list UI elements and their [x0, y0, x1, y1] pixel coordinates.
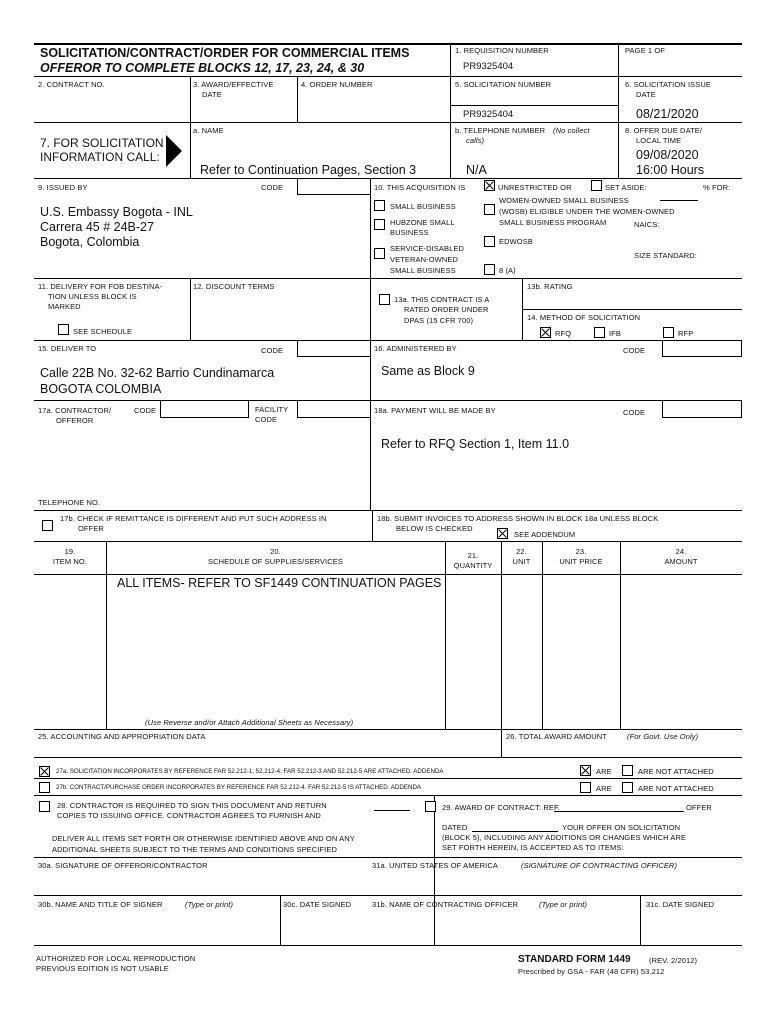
submit-invoices-label-1: 18b. SUBMIT INVOICES TO ADDRESS SHOWN IN BLOCK 18a UNLESS BLOCK — [377, 514, 659, 523]
col-640-31c — [640, 895, 641, 945]
telephone-note-2: calls) — [466, 136, 485, 145]
form-subtitle: OFFEROR TO COMPLETE BLOCKS 12, 17, 23, 24, & 30 — [40, 61, 365, 75]
issued-by-code-label: CODE — [261, 183, 284, 192]
s27b-are-not-label: ARE NOT ATTACHED — [638, 784, 714, 793]
ifb-checkbox[interactable] — [594, 327, 605, 338]
s27a-are-not-checkbox[interactable] — [622, 765, 633, 776]
form-number: STANDARD FORM 1449 — [518, 954, 631, 965]
name-label: a. NAME — [193, 126, 224, 135]
total-award-label: 26. TOTAL AWARD AMOUNT — [506, 732, 607, 741]
offer-due-label-2: LOCAL TIME — [636, 136, 682, 145]
copies-underline — [374, 810, 410, 811]
rule-13b — [522, 309, 742, 310]
deliver-to-line-1: Calle 22B No. 32-62 Barrio Cundinamarca — [40, 366, 275, 380]
rule-row28 — [34, 795, 742, 796]
set-aside-label: SET ASIDE: — [605, 183, 647, 192]
telephone-label: b. TELEPHONE NUMBER — [455, 126, 546, 135]
col-unit-price — [542, 541, 543, 729]
wosb-label-3: SMALL BUSINESS PROGRAM — [499, 218, 607, 227]
rfq-label: RFQ — [555, 329, 572, 338]
col-20-num: 20. — [270, 547, 281, 556]
signature-usa-note: (SIGNATURE OF CONTRACTING OFFICER) — [521, 861, 678, 870]
col-280-30c — [280, 895, 281, 945]
block28-line-3: DELIVER ALL ITEMS SET FORTH OR OTHERWISE IDENTIFIED ABOVE AND ON ANY — [52, 834, 355, 843]
s27b-checkbox[interactable] — [39, 782, 50, 793]
award-line-3: (BLOCK 5), INCLUDING ANY ADDITIONS OR CHANGES WHICH ARE — [442, 833, 687, 842]
rule-row9 — [34, 178, 742, 179]
s27b-label: 27b. CONTRACT/PURCHASE ORDER INCORPORATES BY REFERENCE FAR 52.212-4. FAR 52.212-5 IS ATTACHED. ADDENDA — [56, 784, 422, 791]
arrow-right-icon — [166, 135, 182, 167]
rated-order-label-1: 13a. THIS CONTRACT IS A — [394, 295, 490, 304]
col-21-num: 21. — [467, 551, 479, 560]
sdvosb-label-2: VETERAN-OWNED — [390, 255, 458, 264]
discount-terms-label: 12. DISCOUNT TERMS — [193, 282, 275, 291]
percent-for-label: % FOR: — [703, 183, 731, 192]
rating-label: 13b. RATING — [527, 282, 573, 291]
issued-by-line-1: U.S. Embassy Bogota - INL — [40, 205, 193, 219]
col-item-no — [106, 541, 107, 729]
rule-row2 — [34, 76, 742, 77]
offer-due-time[interactable]: 16:00 Hours — [636, 163, 705, 177]
rule-schedule-head — [34, 541, 742, 542]
s27b-are-label: ARE — [596, 784, 612, 793]
deliver-to-label: 15. DELIVER TO — [38, 344, 97, 353]
schedule-note: (Use Reverse and/or Attach Additional Sheets as Necessary) — [145, 718, 354, 727]
award-line-1: 29. AWARD OF CONTRACT: REF. — [442, 803, 560, 812]
col-450-top — [450, 43, 451, 178]
s27a-are-label: ARE — [596, 767, 612, 776]
wosb-label-1: WOMEN-OWNED SMALL BUSINESS — [499, 196, 629, 205]
authorized-label: AUTHORIZED FOR LOCAL REPRODUCTION — [36, 954, 196, 963]
submit-invoices-label-2: BELOW IS CHECKED — [396, 524, 473, 533]
rated-order-label-3: DPAS (15 CFR 700) — [404, 316, 474, 325]
award-offer-label: OFFER — [686, 803, 712, 812]
facility-code-field[interactable] — [297, 400, 371, 418]
signature-offeror-label: 30a. SIGNATURE OF OFFEROR/CONTRACTOR — [38, 861, 208, 870]
solicitation-number-label: 5. SOLICITATION NUMBER — [455, 80, 552, 89]
col-22-label: UNIT — [512, 557, 531, 566]
payment-code-field[interactable] — [662, 400, 742, 418]
wosb-underline — [660, 200, 698, 201]
see-schedule-checkbox[interactable] — [58, 324, 69, 335]
rfq-checkbox[interactable] — [540, 327, 551, 338]
issue-date-label: 6. SOLICITATION ISSUE — [625, 80, 712, 89]
telephone-no-label: TELEPHONE NO. — [38, 498, 101, 507]
deliver-to-code-field[interactable] — [297, 340, 371, 357]
order-number-label: 4. ORDER NUMBER — [301, 80, 373, 89]
small-business-label: SMALL BUSINESS — [390, 202, 456, 211]
contractor-code-label: CODE — [134, 406, 157, 415]
deliver-to-code-label: CODE — [261, 346, 284, 355]
rule-bottom — [34, 945, 742, 946]
page-label: PAGE 1 OF — [625, 46, 665, 55]
award-line-2b: YOUR OFFER ON SOLICITATION — [562, 823, 681, 832]
award-contract-checkbox[interactable] — [425, 801, 436, 812]
rule-17b — [34, 510, 742, 511]
rule-row25 — [34, 729, 742, 730]
issued-by-line-3: Bogota, Colombia — [40, 235, 140, 249]
col-618-top — [618, 43, 619, 178]
remittance-label-1: 17b. CHECK IF REMITTANCE IS DIFFERENT AND PUT SUCH ADDRESS IN — [60, 514, 327, 523]
requisition-label: 1. REQUISITION NUMBER — [455, 46, 549, 55]
solicitation-number-value[interactable]: PR9325404 — [463, 109, 514, 120]
col-21-label: QUANTITY — [453, 561, 493, 570]
contractor-label-2: OFFEROR — [56, 416, 94, 425]
administered-code-field[interactable] — [662, 340, 742, 357]
set-aside-checkbox[interactable] — [591, 180, 602, 191]
contractor-label-1: 17a. CONTRACTOR/ — [38, 406, 112, 415]
col-23-label: UNIT PRICE — [559, 557, 603, 566]
previous-edition-label: PREVIOUS EDITION IS NOT USABLE — [36, 964, 169, 973]
rule-row30a — [34, 857, 742, 858]
officer-name-note: (Type or print) — [539, 900, 588, 909]
col-24-label: AMOUNT — [664, 557, 698, 566]
rule-row7 — [34, 122, 742, 123]
edwosb-checkbox[interactable] — [484, 236, 495, 247]
sdvosb-label-3: SMALL BUSINESS — [390, 266, 456, 275]
col-23-num: 23. — [575, 547, 587, 556]
administered-code-label: CODE — [623, 346, 646, 355]
method-label: 14. METHOD OF SOLICITATION — [527, 313, 641, 322]
name-signer-note: (Type or print) — [185, 900, 234, 909]
fob-label-3: MARKED — [48, 302, 81, 311]
rfp-label: RFP — [678, 329, 694, 338]
accounting-label: 25. ACCOUNTING AND APPROPRIATION DATA — [38, 732, 206, 741]
requisition-value[interactable]: PR9325404 — [463, 61, 514, 72]
s27a-are-checkbox[interactable] — [580, 765, 591, 776]
contact-name-value[interactable]: Refer to Continuation Pages, Section 3 — [200, 163, 417, 177]
administered-by-value: Same as Block 9 — [381, 364, 475, 378]
wosb-checkbox[interactable] — [484, 204, 495, 215]
contractor-sign-checkbox[interactable] — [39, 801, 50, 812]
hubzone-label-1: HUBZONE SMALL — [390, 218, 455, 227]
unrestricted-label: UNRESTRICTED OR — [498, 183, 572, 192]
award-dated-underline — [472, 831, 558, 832]
issued-by-line-2: Carrera 45 # 24B-27 — [40, 220, 154, 234]
issue-date-value[interactable]: 08/21/2020 — [636, 107, 699, 121]
rfp-checkbox[interactable] — [663, 327, 674, 338]
s27a-label: 27a. SOLICITATION INCORPORATES BY REFERENCE FAR 52.212-1, 52.212-4. FAR 52.212-3 AND 52.212-5 ARE ATTACHED. ADDENDA — [56, 768, 444, 775]
total-award-note: (For Govt. Use Only) — [627, 732, 699, 741]
facility-label-2: CODE — [255, 415, 278, 424]
small-business-checkbox[interactable] — [374, 200, 385, 211]
col-amount — [620, 541, 621, 729]
payment-code-label: CODE — [623, 408, 646, 417]
s27a-checkbox[interactable] — [39, 766, 50, 777]
contract-no-label: 2. CONTRACT NO. — [38, 80, 105, 89]
award-line-4: SET FORTH HEREIN, IS ACCEPTED AS TO ITEMS: — [442, 843, 624, 852]
info-call-label-2: INFORMATION CALL: — [40, 150, 160, 164]
payment-label: 18a. PAYMENT WILL BE MADE BY — [374, 406, 496, 415]
award-date-label-2: DATE — [202, 90, 222, 99]
col-522-row11 — [522, 278, 523, 340]
award-ref-underline — [554, 811, 684, 812]
rule-row30b — [34, 895, 742, 896]
rule-row27a — [34, 757, 742, 758]
col-20-label: SCHEDULE OF SUPPLIES/SERVICES — [208, 557, 343, 566]
rule-sol-number — [450, 105, 618, 106]
sdvosb-label-1: SERVICE-DISABLED — [390, 244, 464, 253]
contractor-code-field[interactable] — [160, 400, 249, 418]
col-372-17b — [372, 510, 373, 541]
col-19-num: 19. — [64, 547, 76, 556]
see-addendum-checkbox[interactable] — [497, 528, 508, 539]
rated-order-label-2: RATED ORDER UNDER — [404, 305, 489, 314]
facility-label-1: FACILITY — [255, 405, 289, 414]
rated-order-checkbox[interactable] — [379, 294, 390, 305]
issue-date-label-2: DATE — [636, 90, 656, 99]
block28-line-4: ADDITIONAL SHEETS SUBJECT TO THE TERMS AND CONDITIONS SPECIFIED — [52, 845, 337, 854]
hubzone-checkbox[interactable] — [374, 219, 385, 230]
fob-label-1: 11. DELIVERY FOR FOB DESTINA- — [38, 282, 163, 291]
remittance-label-2: OFFER — [78, 524, 104, 533]
sdvosb-checkbox[interactable] — [374, 248, 385, 259]
rule-row17 — [34, 400, 742, 401]
acquisition-label: 10. THIS ACQUISITION IS — [374, 183, 466, 192]
wosb-label-2: (WOSB) ELIGIBLE UNDER THE WOMEN-OWNED — [499, 207, 675, 216]
offer-due-label: 8. OFFER DUE DATE/ — [625, 126, 703, 135]
telephone-value[interactable]: N/A — [466, 163, 487, 177]
rule-row15 — [34, 340, 742, 341]
award-date-label: 3. AWARD/EFFECTIVE — [193, 80, 274, 89]
col-unit — [501, 541, 502, 757]
block28-line-2: COPIES TO ISSUING OFFICE. CONTRACTOR AGREES TO FURNISH AND — [57, 811, 321, 820]
form-title: SOLICITATION/CONTRACT/ORDER FOR COMMERCIAL ITEMS — [40, 46, 410, 60]
s27a-are-not-label: ARE NOT ATTACHED — [638, 767, 714, 776]
issued-by-code-field[interactable] — [297, 178, 371, 195]
rule-row27b — [34, 778, 742, 779]
ifb-label: IFB — [609, 329, 621, 338]
form-top-border — [34, 43, 742, 45]
fob-label-2: TION UNLESS BLOCK IS — [48, 292, 137, 301]
col-22-num: 22. — [516, 547, 527, 556]
col-434-bottom — [434, 795, 435, 945]
col-190-top — [190, 76, 191, 178]
offer-due-date[interactable]: 09/08/2020 — [636, 148, 699, 162]
administered-by-label: 16. ADMINISTERED BY — [374, 344, 457, 353]
col-24-num: 24. — [675, 547, 687, 556]
payment-value: Refer to RFQ Section 1, Item 11.0 — [381, 437, 570, 451]
col-297-row2 — [297, 76, 298, 122]
unrestricted-checkbox[interactable] — [484, 180, 495, 191]
officer-name-label: 31b. NAME OF CONTRACTING OFFICER — [372, 900, 519, 909]
signature-usa-label: 31a. UNITED STATES OF AMERICA — [372, 861, 498, 870]
prescribed-by: Prescribed by GSA - FAR (48 CFR) 53.212 — [518, 967, 665, 976]
form-revision: (REV. 2/2012) — [649, 956, 698, 965]
telephone-note: (No collect — [553, 126, 590, 135]
see-addendum-label: SEE ADDENDUM — [514, 530, 576, 539]
schedule-body-text: ALL ITEMS- REFER TO SF1449 CONTINUATION PAGES — [117, 576, 442, 590]
name-signer-label: 30b. NAME AND TITLE OF SIGNER — [38, 900, 163, 909]
edwosb-label: EDWOSB — [499, 237, 533, 246]
rule-row11 — [34, 278, 742, 279]
see-schedule-label: SEE SCHEDULE — [73, 327, 133, 336]
s27b-are-not-checkbox[interactable] — [622, 782, 633, 793]
s27b-are-checkbox[interactable] — [580, 782, 591, 793]
issued-by-label: 9. ISSUED BY — [38, 183, 88, 192]
block28-line-1: 28. CONTRACTOR IS REQUIRED TO SIGN THIS DOCUMENT AND RETURN — [57, 801, 327, 810]
eight-a-checkbox[interactable] — [484, 264, 495, 275]
eight-a-label: 8 (A) — [499, 266, 516, 275]
award-line-2: DATED — [442, 823, 468, 832]
naics-label: NAICS: — [634, 220, 660, 229]
rule-schedule-body — [34, 574, 742, 575]
officer-date-label: 31c. DATE SIGNED — [646, 900, 715, 909]
hubzone-label-2: BUSINESS — [390, 228, 429, 237]
info-call-label: 7. FOR SOLICITATION — [40, 136, 164, 150]
date-signed-label: 30c. DATE SIGNED — [283, 900, 352, 909]
col-190-row11 — [190, 278, 191, 340]
remittance-checkbox[interactable] — [42, 520, 53, 531]
deliver-to-line-2: BOGOTA COLOMBIA — [40, 382, 162, 396]
size-standard-label: SIZE STANDARD: — [634, 251, 697, 260]
col-19-label: ITEM NO. — [52, 557, 88, 566]
